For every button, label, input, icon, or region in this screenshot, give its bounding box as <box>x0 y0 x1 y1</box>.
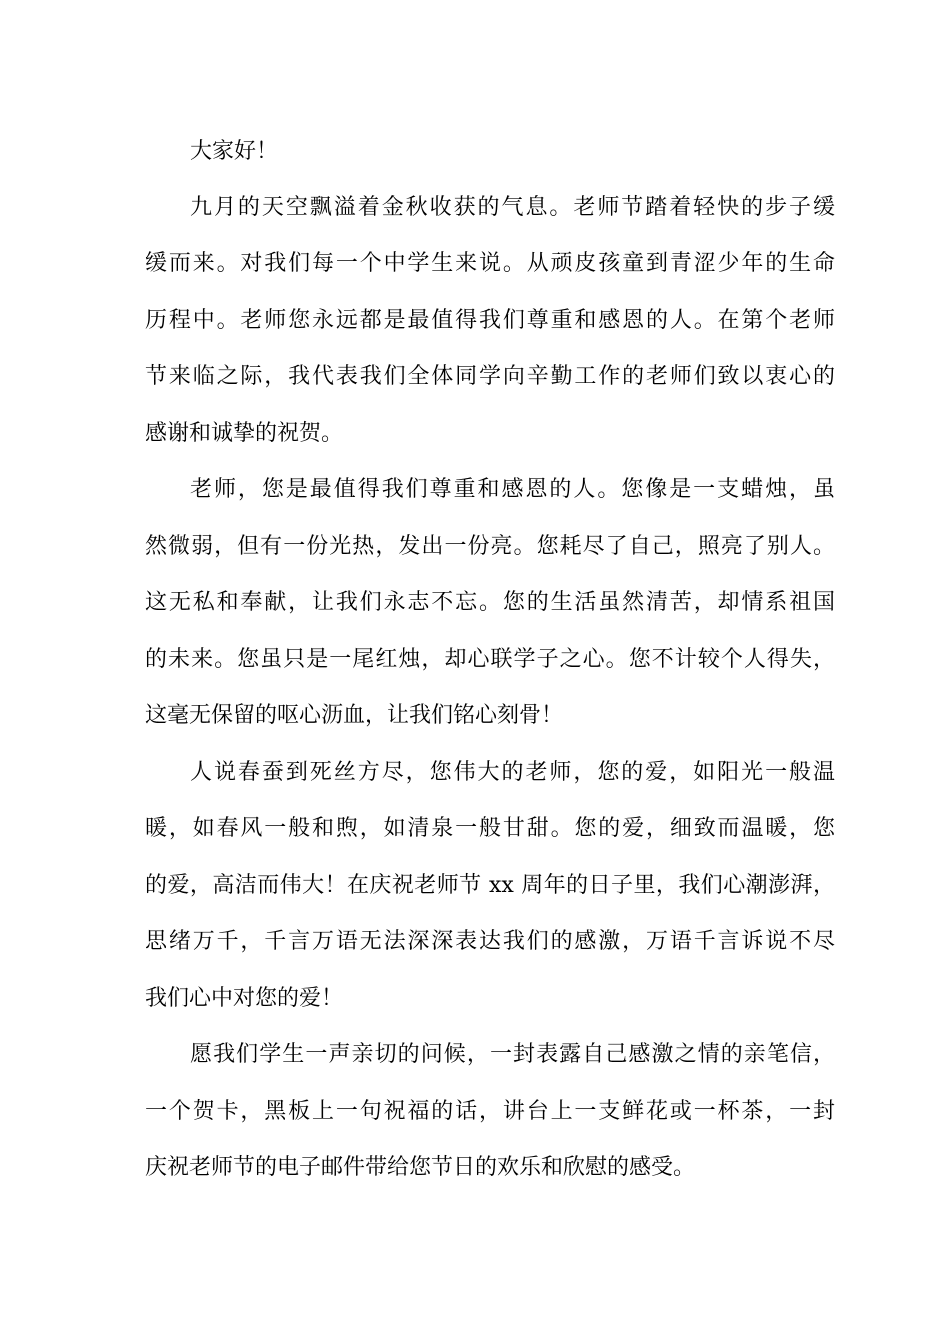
paragraph-3-line-5: 我们心中对您的爱！ <box>145 986 344 1011</box>
paragraph-1-line-2: 缓而来。对我们每一个中学生来说。从顽皮孩童到青涩少年的生命 <box>145 251 835 276</box>
paragraph-2-line-3: 这无私和奉献，让我们永志不忘。您的生活虽然清苦，却情系祖国 <box>145 590 835 615</box>
paragraph-3-line-3: 的爱，高洁而伟大！在庆祝老师节 xx 周年的日子里，我们心潮澎湃， <box>145 873 835 898</box>
paragraph-3-line-2: 暖，如春风一般和煦，如清泉一般甘甜。您的爱，细致而温暖，您 <box>145 816 835 841</box>
paragraph-2-line-5: 这毫无保留的呕心沥血，让我们铭心刻骨！ <box>145 703 564 728</box>
greeting-line: 大家好！ <box>190 139 279 164</box>
paragraph-4-line-2: 一个贺卡，黑板上一句祝福的话，讲台上一支鲜花或一杯茶，一封 <box>145 1099 835 1124</box>
paragraph-4-line-3: 庆祝老师节的电子邮件带给您节日的欢乐和欣慰的感受。 <box>145 1155 696 1180</box>
paragraph-3-line-1: 人说春蚕到死丝方尽，您伟大的老师，您的爱，如阳光一般温 <box>190 760 835 785</box>
paragraph-4-line-1: 愿我们学生一声亲切的问候，一封表露自己感激之情的亲笔信， <box>190 1042 835 1067</box>
paragraph-2-line-4: 的未来。您虽只是一尾红烛，却心联学子之心。您不计较个人得失， <box>145 647 835 672</box>
paragraph-3-line-4: 思绪万千，千言万语无法深深表达我们的感激，万语千言诉说不尽 <box>145 929 835 954</box>
paragraph-2-line-1: 老师，您是最值得我们尊重和感恩的人。您像是一支蜡烛，虽 <box>190 477 835 502</box>
paragraph-2-line-2: 然微弱，但有一份光热，发出一份亮。您耗尽了自己，照亮了别人。 <box>145 534 835 559</box>
paragraph-1-line-3: 历程中。老师您永远都是最值得我们尊重和感恩的人。在第个老师 <box>145 308 835 333</box>
paragraph-1-line-4: 节来临之际，我代表我们全体同学向辛勤工作的老师们致以衷心的 <box>145 364 835 389</box>
paragraph-1-line-5: 感谢和诚挚的祝贺。 <box>145 421 344 446</box>
paragraph-1-line-1: 九月的天空飘溢着金秋收获的气息。老师节踏着轻快的步子缓 <box>190 195 835 220</box>
